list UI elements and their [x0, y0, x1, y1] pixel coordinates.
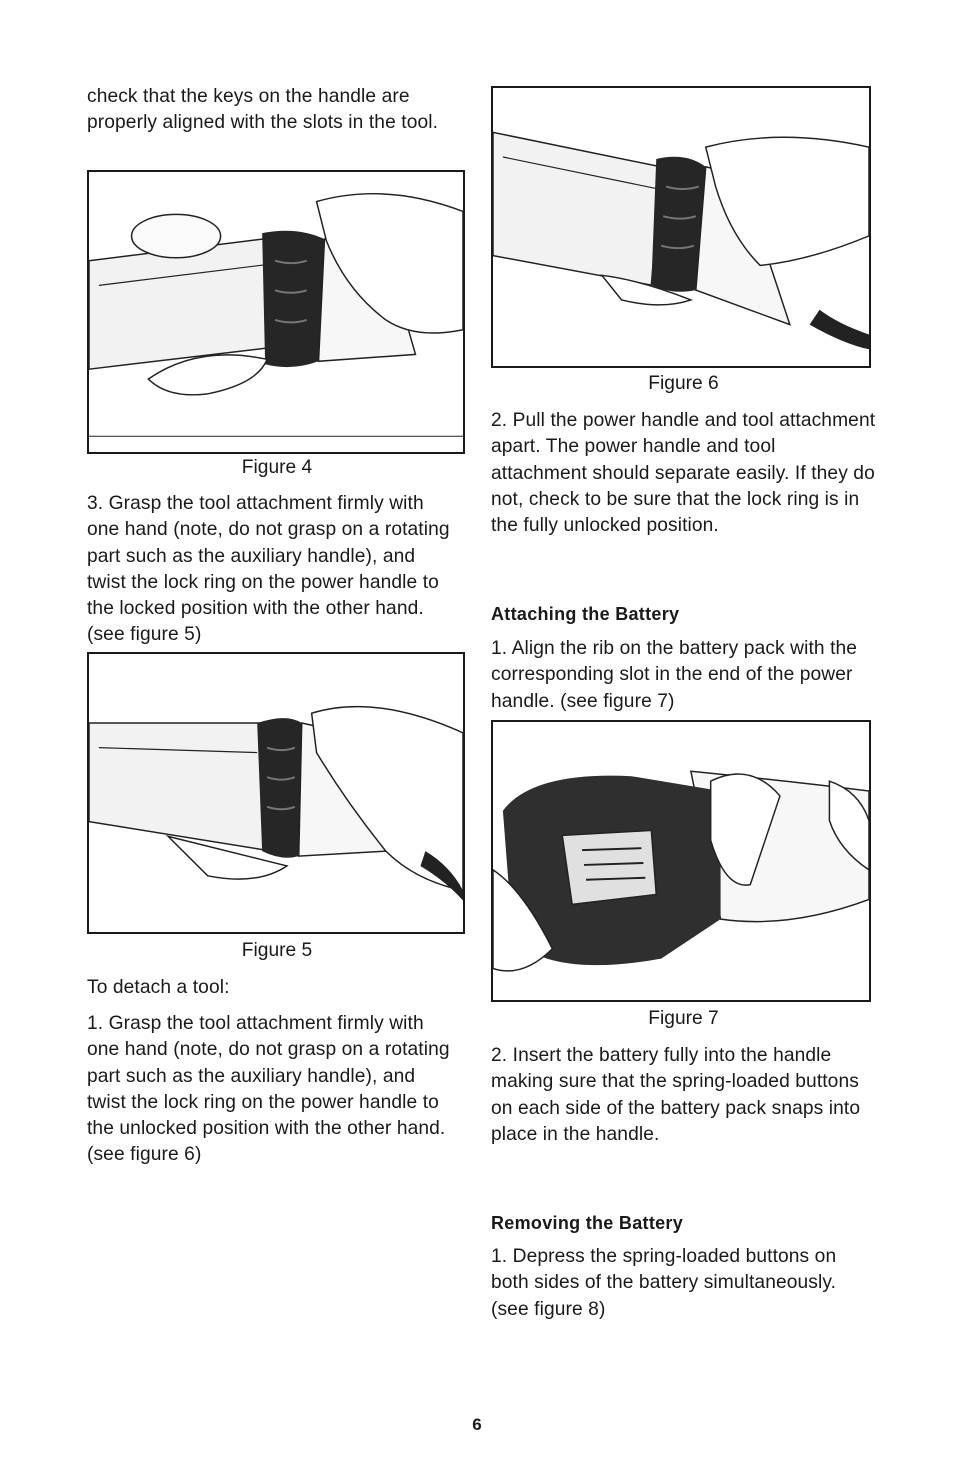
attach-step-1-paragraph: 1. Align the rib on the battery pack with the corresponding slot in the end of the power handle. (see figure 7) — [491, 638, 858, 712]
figure-6-illustration — [493, 88, 869, 366]
attaching-battery-heading: Attaching the Battery — [491, 604, 680, 624]
step-2-paragraph: 2. Pull the power handle and tool attachment apart. The power handle and tool attachment should separate easily. If they do not, check to be sure that the lock ring is in the fully unlocked position. — [491, 410, 876, 537]
remove-step-1-paragraph: 1. Depress the spring-loaded buttons on both sides of the battery simultaneously. (see figure 8) — [491, 1246, 837, 1320]
figure-6-caption: Figure 6 — [648, 373, 719, 394]
figure-4-image — [87, 170, 465, 454]
figure-4-illustration — [89, 172, 463, 452]
figure-4-caption: Figure 4 — [241, 457, 313, 478]
page-number: 6 — [472, 1415, 482, 1434]
attach-step-2-paragraph: 2. Insert the battery fully into the handle making sure that the spring-loaded buttons on each side of the battery pack snaps into place in the handle. — [491, 1045, 861, 1145]
step-3-paragraph: 3. Grasp the tool attachment firmly with one hand (note, do not grasp on a rotating part such as the auxiliary handle), and twist the lock ring on the power handle to the locked position with the other hand. (see figure 5) — [87, 493, 450, 646]
figure-6-image — [491, 86, 871, 368]
figure-7-caption: Figure 7 — [648, 1008, 719, 1029]
figure-5-illustration — [89, 654, 463, 932]
figure-7-illustration — [493, 722, 869, 1000]
figure-7-image — [491, 720, 871, 1002]
intro-paragraph: check that the keys on the handle are properly aligned with the slots in the tool. — [87, 86, 439, 134]
step-1-paragraph: 1. Grasp the tool attachment firmly with one hand (note, do not grasp on a rotating part such as the auxiliary handle), and twist the lock ring on the power handle to the unlocked position with the other hand. (see figure 6) — [87, 1013, 450, 1166]
figure-5-caption: Figure 5 — [241, 940, 313, 961]
removing-battery-heading: Removing the Battery — [491, 1213, 684, 1233]
figure-5-image — [87, 652, 465, 934]
detach-paragraph: To detach a tool: — [87, 977, 230, 998]
